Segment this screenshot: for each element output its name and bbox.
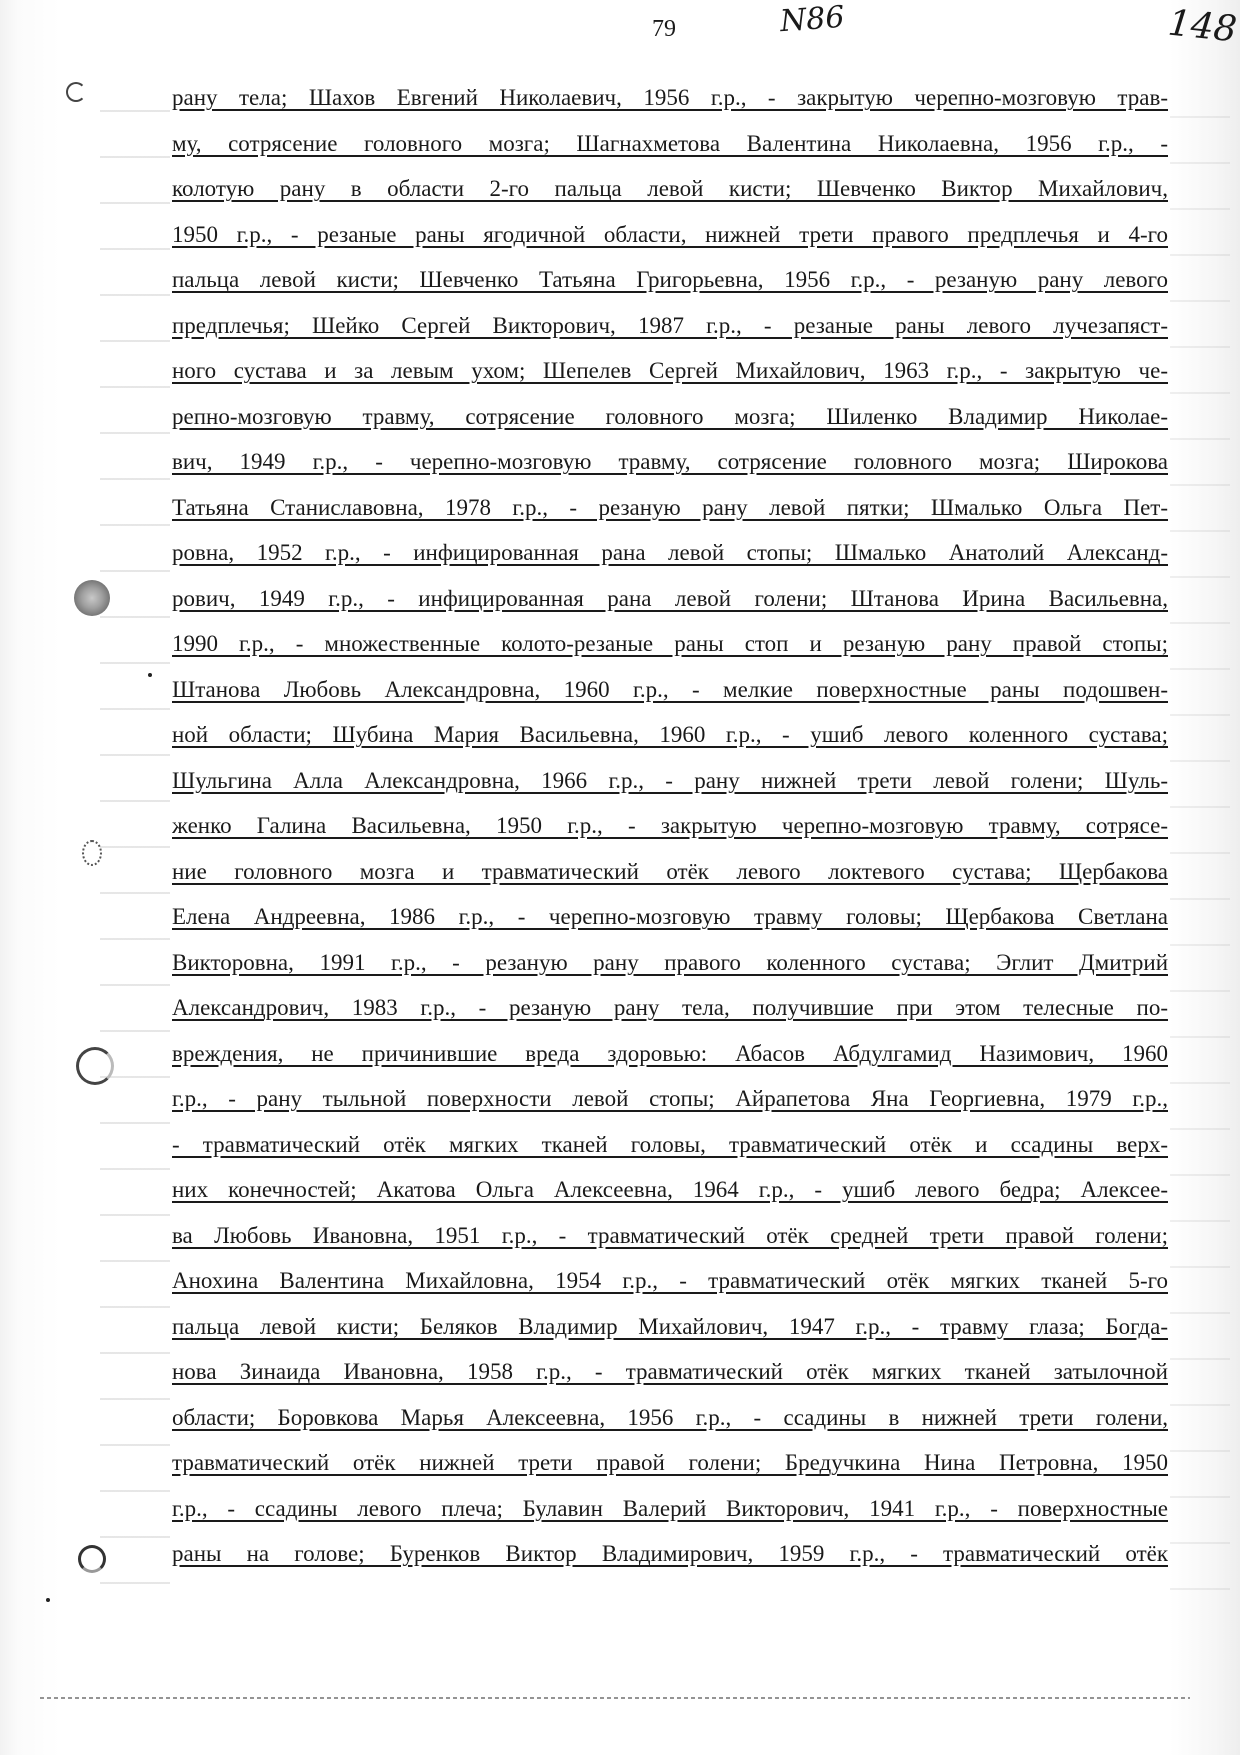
- punch-hole-icon: [78, 1545, 106, 1573]
- bleed-through-left: [100, 80, 170, 1600]
- text-line: ние головного мозга и травматический отёк левого локтевого сустава; Щербакова: [172, 858, 1168, 884]
- text-line: ной области; Шубина Мария Васильевна, 1960 г.р., - ушиб левого коленного сустава;: [172, 722, 1168, 747]
- punch-hole-icon: [82, 840, 102, 866]
- text-line: ного сустава и за левым ухом; Шепелев Сергей Михайлович, 1963 г.р., - закрытую че-: [172, 358, 1168, 383]
- document-body: [172, 75, 1168, 1577]
- text-line: г.р., - рану тыльной поверхности левой стопы; Айрапетова Яна Георгиевна, 1979 г.р.,: [172, 1086, 1168, 1111]
- ink-speck: [148, 673, 152, 677]
- text-line: предплечья; Шейко Сергей Викторович, 1987 г.р., - резаные раны левого лучезапяст-: [172, 312, 1168, 338]
- text-line: колотую рану в области 2-го пальца левой кисти; Шевченко Виктор Михайлович,: [172, 176, 1168, 201]
- text-line: вич, 1949 г.р., - черепно-мозговую травму, сотрясение головного мозга; Широкова: [172, 449, 1168, 474]
- text-line: Викторовна, 1991 г.р., - резаную рану правого коленного сустава; Эглит Дмитрий: [172, 949, 1168, 975]
- punch-hole-icon: [74, 580, 110, 616]
- text-line: репно-мозговую травму, сотрясение головного мозга; Шиленко Владимир Николае-: [172, 403, 1168, 429]
- text-line: них конечностей; Акатова Ольга Алексеевна, 1964 г.р., - ушиб левого бедра; Алексее-: [172, 1177, 1168, 1202]
- text-line: - травматический отёк мягких тканей головы, травматический отёк и ссадины верх-: [172, 1131, 1168, 1157]
- text-line: Елена Андреевна, 1986 г.р., - черепно-мозговую травму головы; Щербакова Светлана: [172, 904, 1168, 929]
- handwritten-folio-number: 148: [1166, 2, 1239, 51]
- text-line: ва Любовь Ивановна, 1951 г.р., - травматический отёк средней трети правой голени;: [172, 1222, 1168, 1248]
- text-line: Анохина Валентина Михайловна, 1954 г.р., - травматический отёк мягких тканей 5-го: [172, 1268, 1168, 1293]
- punch-hole-icon: [76, 1047, 114, 1085]
- text-line: Штанова Любовь Александровна, 1960 г.р., - мелкие поверхностные раны подошвен-: [172, 676, 1168, 702]
- text-line: Александрович, 1983 г.р., - резаную рану тела, получившие при этом телесные по-: [172, 995, 1168, 1020]
- ink-speck: [46, 1598, 50, 1602]
- handwritten-case-number: N86: [778, 0, 846, 40]
- text-line: женко Галина Васильевна, 1950 г.р., - закрытую черепно-мозговую травму, сотрясе-: [172, 813, 1168, 838]
- text-line: 1990 г.р., - множественные колото-резаные раны стоп и резаную рану правой стопы;: [172, 631, 1168, 656]
- text-line: му, сотрясение головного мозга; Шагнахметова Валентина Николаевна, 1956 г.р., -: [172, 130, 1168, 156]
- scan-edge-artifact: [40, 1697, 1190, 1699]
- text-line: Шульгина Алла Александровна, 1966 г.р., - рану нижней трети левой голени; Шуль-: [172, 767, 1168, 793]
- text-line: рович, 1949 г.р., - инфицированная рана левой голени; Штанова Ирина Васильевна,: [172, 585, 1168, 611]
- text-line: травматический отёк нижней трети правой голени; Бредучкина Нина Петровна, 1950: [172, 1450, 1168, 1475]
- punch-hole-icon: [66, 82, 86, 102]
- text-line: 1950 г.р., - резаные раны ягодичной области, нижней трети правого предплечья и 4-го: [172, 221, 1168, 247]
- bleed-through-right: [1170, 80, 1230, 1600]
- text-line: раны на голове; Буренков Виктор Владимирович, 1959 г.р., - травматический отёк: [172, 1541, 1168, 1566]
- text-line: нова Зинаида Ивановна, 1958 г.р., - травматический отёк мягких тканей затылочной: [172, 1359, 1168, 1384]
- text-line: области; Боровкова Марья Алексеевна, 1956 г.р., - ссадины в нижней трети голени,: [172, 1404, 1168, 1430]
- text-line: пальца левой кисти; Шевченко Татьяна Григорьевна, 1956 г.р., - резаную рану левого: [172, 267, 1168, 292]
- text-line: ровна, 1952 г.р., - инфицированная рана левой стопы; Шмалько Анатолий Александ-: [172, 540, 1168, 565]
- text-line: Татьяна Станиславовна, 1978 г.р., - резаную рану левой пятки; Шмалько Ольга Пет-: [172, 494, 1168, 520]
- text-line: пальца левой кисти; Беляков Владимир Михайлович, 1947 г.р., - травму глаза; Богда-: [172, 1313, 1168, 1339]
- text-line: г.р., - ссадины левого плеча; Булавин Валерий Викторович, 1941 г.р., - поверхностные: [172, 1495, 1168, 1521]
- text-line: рану тела; Шахов Евгений Николаевич, 1956 г.р., - закрытую черепно-мозговую трав-: [172, 85, 1168, 110]
- text-line: вреждения, не причинившие вреда здоровью: Абасов Абдулгамид Назимович, 1960: [172, 1040, 1168, 1066]
- page-number: 79: [652, 16, 676, 42]
